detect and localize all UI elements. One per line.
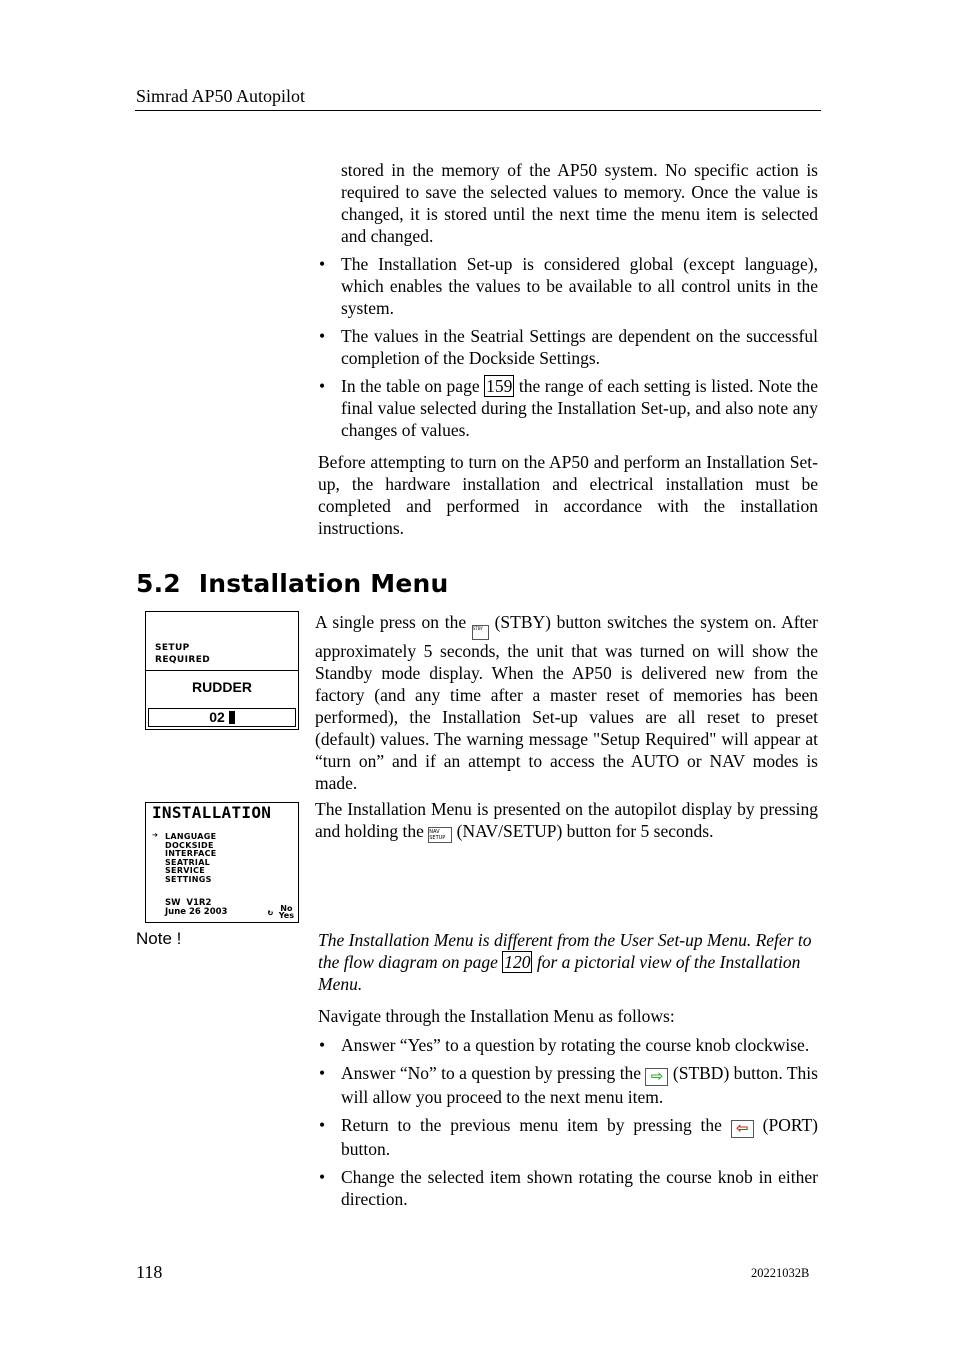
knob-rotate-icon: ↻ <box>267 908 273 918</box>
lcd-cursor-icon <box>229 711 235 724</box>
list-item: • In the table on page 159 the range of each setting is listed. Note the final value selected during the Installation Set-up, and also note any changes of values. <box>319 376 818 440</box>
page-reference-link[interactable]: 159 <box>486 376 513 396</box>
nav-key-label: NAV <box>429 829 440 835</box>
bullet-text: the range of each setting is listed. Note the final value selected during the Installation Set-up, and also note any changes of values. <box>341 376 818 440</box>
paragraph-text: A single press on the <box>315 612 472 632</box>
list-item: • Return to the previous menu item by pressing the ⇦ (PORT) button. <box>319 1115 819 1159</box>
bullet-text: (STBD) button. This will allow you proceed to the next menu item. <box>341 1063 818 1107</box>
note-text-part: for a pictorial view of the Installation Menu. <box>318 952 801 994</box>
section-number: 5.2 <box>136 569 181 598</box>
lcd-installation-title: INSTALLATION <box>152 803 272 822</box>
section-paragraph-2 <box>315 798 818 843</box>
bullet-text: In the table on page <box>341 376 485 396</box>
stbd-arrow-icon: ⇨ <box>645 1068 668 1086</box>
section-paragraph-1 <box>315 611 818 794</box>
lcd-menu-item: DOCKSIDE <box>165 840 214 850</box>
lcd-warning-line: SETUP <box>155 643 190 653</box>
bullet-text: Answer “Yes” to a question by rotating the course knob clockwise. <box>341 1035 810 1055</box>
port-arrow-icon: ⇦ <box>731 1120 754 1138</box>
intro-block <box>318 159 818 539</box>
stby-key-icon <box>472 625 489 640</box>
setup-key-label: SETUP <box>429 835 446 841</box>
lcd-menu-item: INTERFACE <box>165 849 217 858</box>
lcd-menu-item: SEATRIAL <box>165 857 211 867</box>
before-paragraph: Before attempting to turn on the AP50 and perform an Installation Set-up, the hardware installation and electrical installation must be completed and performed in accordance with the installation instructions. <box>318 452 818 538</box>
list-item: • The Installation Set-up is considered global (except language), which enables the values to be available to all control units in the system. <box>319 254 818 318</box>
lcd-date-line: June 26 2003 <box>165 907 228 917</box>
lcd-sw-line: SW V1R2 <box>165 898 212 908</box>
bullet-text: The Installation Set-up is considered global (except language), which enables the values to be available to all control units in the system. <box>341 254 818 318</box>
section-heading <box>136 569 449 598</box>
list-item: • Change the selected item shown rotating the course knob in either direction. <box>319 1167 818 1209</box>
lcd-menu-item: SERVICE <box>165 866 205 875</box>
note-label: Note ! <box>136 929 182 948</box>
lcd-no: No <box>280 904 293 913</box>
lcd-setup-required-display <box>145 611 299 730</box>
lcd-rudder-value: 02 <box>209 709 225 725</box>
note-text <box>318 929 818 995</box>
lcd-software-version <box>165 899 227 917</box>
list-item: • Answer “Yes” to a question by rotating the course knob clockwise. <box>319 1035 810 1055</box>
bullet-text: Change the selected item shown rotating the course knob in either direction. <box>341 1167 818 1209</box>
lcd-menu-item: SETTINGS <box>165 874 212 884</box>
intro-continuation: stored in the memory of the AP50 system. No specific action is required to save the selected values to memory. Once the value is changed, it is stored until the next time the menu item is selected and changed. <box>341 160 818 246</box>
list-item: • Answer “No” to a question by pressing the ⇨ (STBD) button. This will allow you proceed to the next menu item. <box>319 1063 818 1107</box>
page-reference-link[interactable]: 120 <box>504 952 531 972</box>
navigate-bullets <box>318 1034 818 1210</box>
lcd-menu-item: LANGUAGE <box>165 832 217 841</box>
paragraph-text: (STBY) button switches the system on. After approximately 5 seconds, the unit that was turned on will show the Standby mode display. When the AP50 is delivered new from the factory (and any time after a master reset of memories has been performed), the Installation Set-up values are all reset to preset (default) values. The warning message "Setup Required" will appear at “turn on” and if an attempt to access the AUTO or NAV modes is made. <box>315 612 819 793</box>
page-number: 118 <box>136 1262 163 1282</box>
bullet-text: Return to the previous menu item by pressing the <box>341 1115 731 1135</box>
lcd-installation-display <box>145 802 299 923</box>
bullet-text: The values in the Seatrial Settings are dependent on the successful completion of the Dockside Settings. <box>341 326 818 368</box>
bullet-text: (PORT) button. <box>341 1115 819 1159</box>
lcd-yes: Yes <box>278 911 294 920</box>
nav-setup-key-icon <box>428 827 452 843</box>
header-rule <box>135 110 821 111</box>
selection-arrow-icon: ➔ <box>152 830 159 841</box>
section-title: Installation Menu <box>198 569 449 598</box>
navigate-intro: Navigate through the Installation Menu as follows: <box>318 1006 675 1026</box>
bullet-text: Answer “No” to a question by pressing the <box>341 1063 646 1083</box>
lcd-menu-list <box>165 833 217 884</box>
stby-key-label: STBY <box>472 626 483 631</box>
document-id: 20221032B <box>751 1266 810 1280</box>
running-header: Simrad AP50 Autopilot <box>136 86 306 106</box>
list-item: • The values in the Seatrial Settings are dependent on the successful completion of the Dockside Settings. <box>319 326 818 368</box>
paragraph-text: (NAV/SETUP) button for 5 seconds. <box>452 821 714 841</box>
lcd-rudder-value-box <box>148 708 296 727</box>
navigate-block <box>318 1005 818 1210</box>
lcd-warning <box>155 642 210 666</box>
intro-bullets <box>318 253 818 441</box>
lcd-warning-line: REQUIRED <box>155 655 211 665</box>
paragraph-text: The Installation Menu is presented on the autopilot display by pressing and holding the <box>315 799 818 841</box>
lcd-rudder-label: RUDDER <box>192 679 252 695</box>
lcd-no-yes <box>279 905 294 919</box>
lcd-divider <box>146 670 298 671</box>
note-text-part: The Installation Menu is different from the User Set-up Menu. Refer to the flow diagram on page <box>318 930 812 972</box>
